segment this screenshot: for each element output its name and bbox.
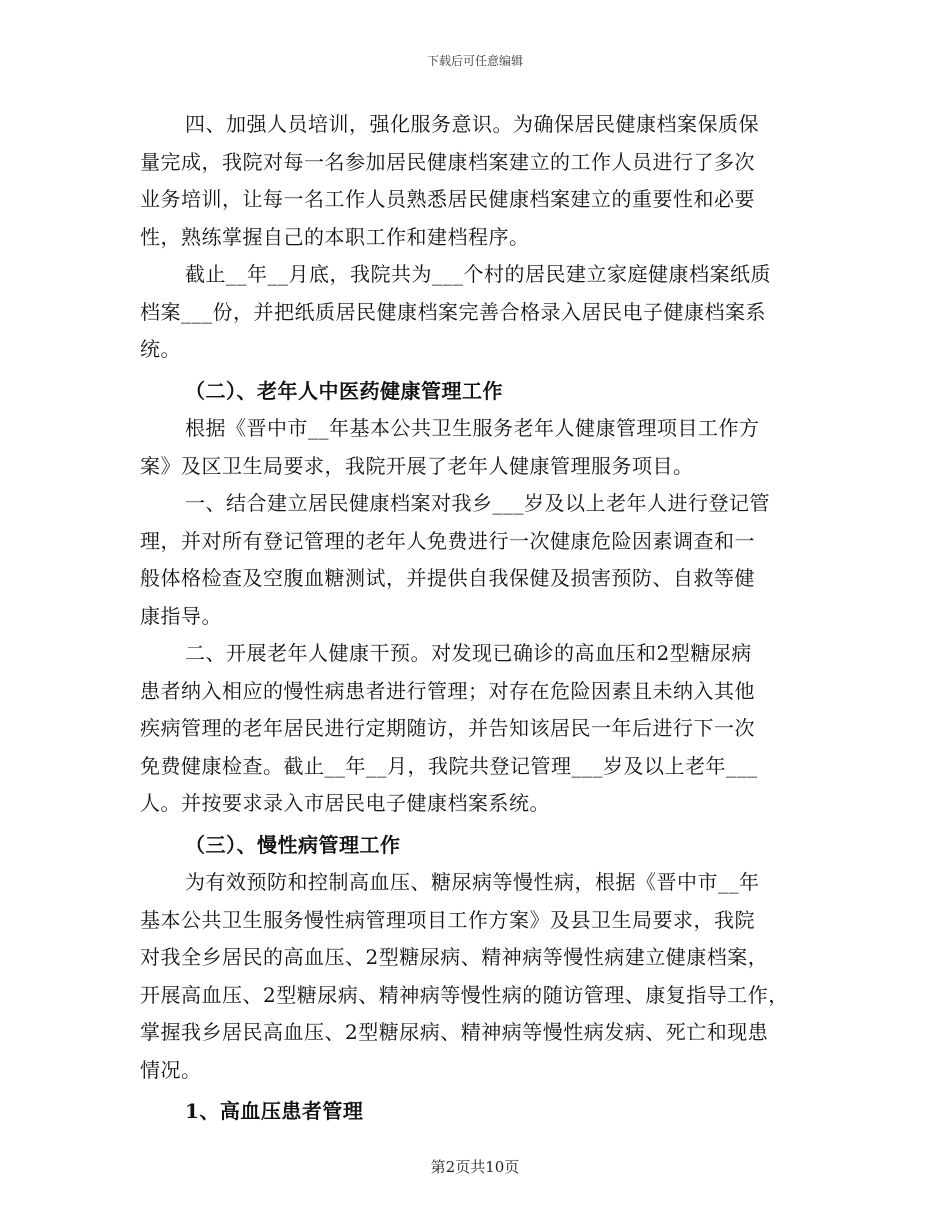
text-line: 情况。 [140, 1057, 202, 1082]
section-heading: （三）、慢性病管理工作 [185, 832, 401, 857]
page-footer: 第2页共10页 [430, 1158, 520, 1176]
text-line: 疾病管理的老年居民进行定期随访，并告知该居民一年后进行下一次 [140, 716, 755, 740]
section-heading: 1、高血压患者管理 [185, 1099, 364, 1123]
text-line: 一、结合建立居民健康档案对我乡___岁及以上老年人进行登记管 [185, 491, 770, 515]
text-line: 截止__年__月底，我院共为___个村的居民建立家庭健康档案纸质 [185, 262, 771, 286]
text-line: 案》及区卫生局要求，我院开展了老年人健康管理服务项目。 [140, 453, 694, 478]
text-line: 二、开展老年人健康干预。对发现已确诊的高血压和2型糖尿病 [185, 641, 752, 665]
text-line: 康指导。 [140, 603, 222, 628]
text-line: 理，并对所有登记管理的老年人免费进行一次健康危险因素调查和一 [140, 528, 755, 553]
text-line: 量完成，我院对每一名参加居民健康档案建立的工作人员进行了多次 [140, 149, 755, 174]
text-line: 基本公共卫生服务慢性病管理项目工作方案》及县卫生局要求，我院 [140, 907, 755, 932]
text-line: 开展高血压、2型糖尿病、精神病等慢性病的随访管理、康复指导工作， [140, 982, 789, 1007]
text-line: 般体格检查及空腹血糖测试，并提供自我保健及损害预防、自救等健 [140, 566, 755, 590]
text-line: 对我全乡居民的高血压、2型糖尿病、精神病等慢性病建立健康档案， [140, 945, 769, 969]
text-line: 为有效预防和控制高血压、糖尿病等慢性病，根据《晋中市__年 [185, 870, 760, 894]
text-line: 性，熟练掌握自己的本职工作和建档程序。 [140, 224, 530, 249]
text-line: 掌握我乡居民高血压、2型糖尿病、精神病等慢性病发病、死亡和现患 [140, 1020, 769, 1044]
text-line: 患者纳入相应的慢性病患者进行管理；对存在危险因素且未纳入其他 [140, 678, 755, 703]
page-header: 下载后可任意编辑 [426, 54, 523, 68]
text-line: 业务培训，让每一名工作人员熟悉居民健康档案建立的重要性和必要 [140, 187, 755, 211]
text-line: 统。 [140, 337, 181, 361]
text-line: 根据《晋中市__年基本公共卫生服务老年人健康管理项目工作方 [185, 416, 760, 440]
text-line: 免费健康检查。截止__年__月，我院共登记管理___岁及以上老年___ [140, 753, 758, 778]
document-body [140, 106, 820, 1131]
text-line: 档案___份，并把纸质居民健康档案完善合格录入居民电子健康档案系 [140, 299, 766, 324]
text-line: 四、加强人员培训，强化服务意识。为确保居民健康档案保质保 [185, 112, 759, 136]
text-line: 人。并按要求录入市居民电子健康档案系统。 [140, 791, 550, 815]
section-heading: （二）、老年人中医药健康管理工作 [185, 378, 503, 403]
